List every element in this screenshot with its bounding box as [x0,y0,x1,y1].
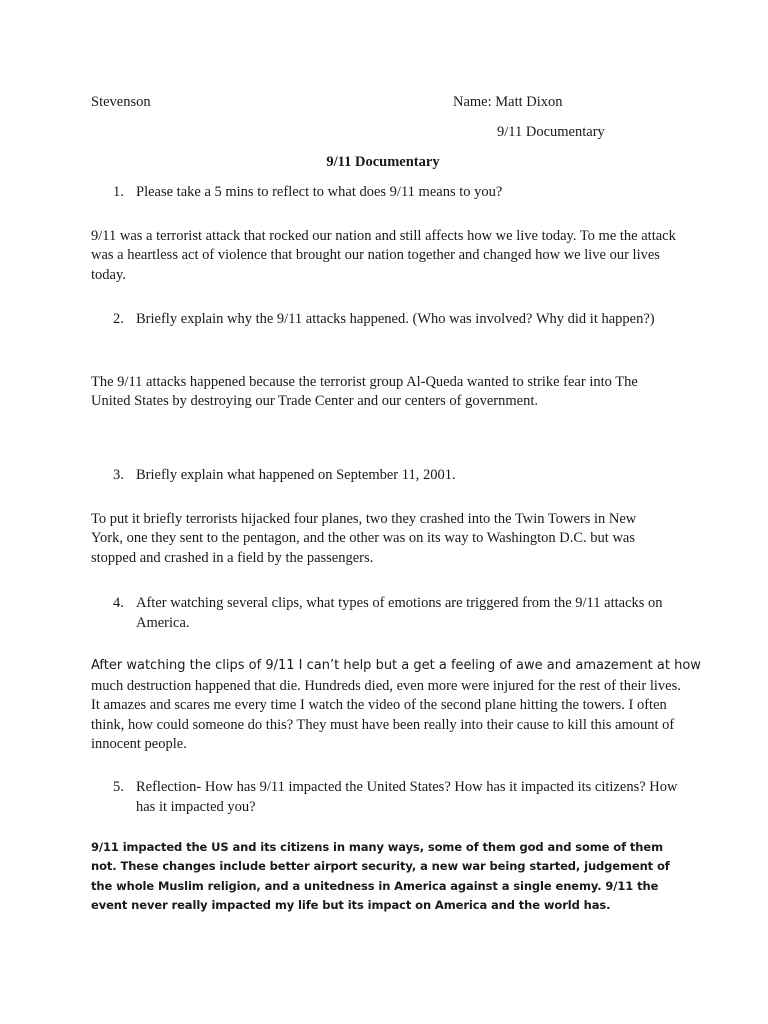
answer-4: much destruction happened that die. Hundreds died, even more were injured for the rest of their lives. It amazes and scares me every time I watch the video of the second plane hitting the towers. I often think, how could someone do this? They must have been really into their cause to kill this amount of innocent people. [91,677,681,752]
page-title-text: 9/11 Documentary [326,154,440,170]
question-text: Please take a 5 mins to reflect to what does 9/11 means to you? [136,184,503,200]
assignment-subject: 9/11 Documentary [497,124,605,140]
answer-1: 9/11 was a terrorist attack that rocked our nation and still affects how we live today. To me the attack was a heartless act of violence that brought our nation together and changed how we live our lives today. [91,227,676,283]
question-text: Briefly explain what happened on September 11, 2001. [136,467,456,483]
question-number: 5. [113,779,124,795]
answer-3: To put it briefly terrorists hijacked four planes, two they crashed into the Twin Towers in New York, one they sent to the pentagon, and the other was on its way to Washington D.C. but was stopped and crashed in a field by the passengers. [91,510,637,566]
question-number: 1. [113,184,124,200]
question-number: 3. [113,467,124,483]
question-text: Briefly explain why the 9/11 attacks happened. (Who was involved? Why did it happen?) [136,311,655,327]
answer-4-first-line: After watching the clips of 9/11 I can’t help but a get a feeling of awe and amazement at how [91,658,701,673]
page-title [0,153,768,173]
answer-2: The 9/11 attacks happened because the terrorist group Al-Queda wanted to strike fear into The United States by destroying our Trade Center and our centers of government. [91,373,638,409]
question-number: 2. [113,311,124,327]
question-text: Reflection- How has 9/11 impacted the United States? How has it impacted its citizens? How has it impacted you? [136,779,678,815]
teacher-name: Stevenson [91,94,151,110]
question-number: 4. [113,595,124,611]
student-name: Name: Matt Dixon [453,94,563,110]
question-text: After watching several clips, what types of emotions are triggered from the 9/11 attacks on America. [136,595,663,631]
answer-5: 9/11 impacted the US and its citizens in many ways, some of them god and some of them not. These changes include better airport security, a new war being started, judgement of the whole Muslim religion, and a unitedness in America against a single enemy. 9/11 the event never really impacted my life but its impact on America and the world has. [91,839,670,912]
